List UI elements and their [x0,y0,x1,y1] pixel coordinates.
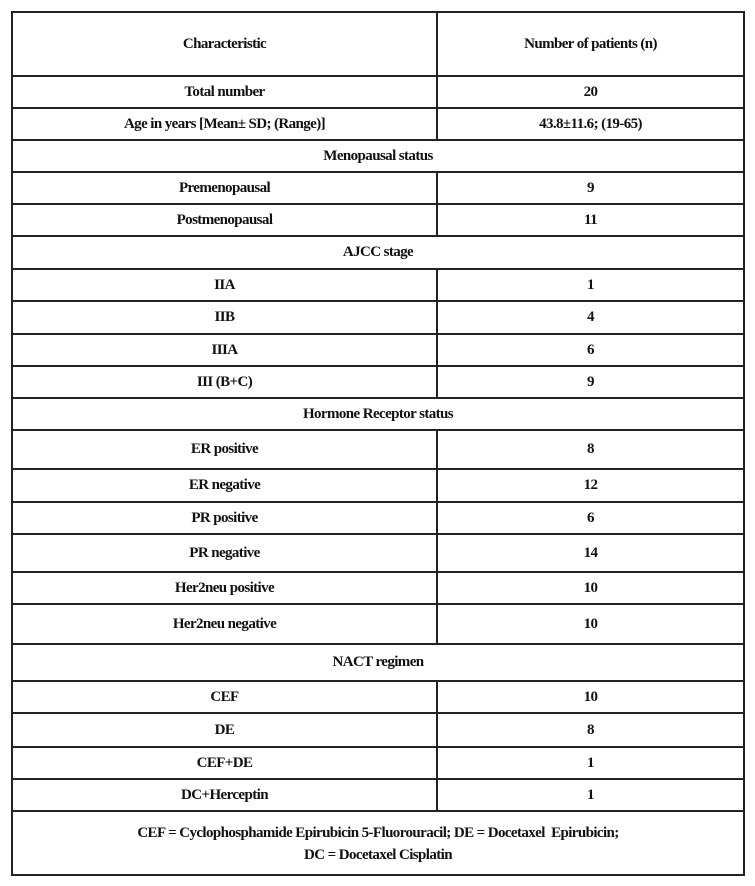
row-value: 14 [437,534,744,572]
table-row [12,604,744,644]
table-row [12,469,744,502]
table-row [12,334,744,366]
section-title-menopausal: Menopausal status [12,140,744,172]
row-label: III (B+C) [12,366,437,398]
table-row [12,269,744,301]
row-label: Her2neu positive [12,572,437,604]
row-label: Postmenopausal [12,204,437,236]
row-label: PR negative [12,534,437,572]
row-label: Age in years [Mean± SD; (Range)] [12,108,437,140]
row-value: 43.8±11.6; (19-65) [437,108,744,140]
table-row [12,204,744,236]
section-header-row [12,140,744,172]
row-value: 10 [437,604,744,644]
row-label: CEF+DE [12,747,437,779]
footnote-row [12,811,744,875]
row-label: CEF [12,681,437,713]
table-row [12,301,744,334]
section-header-row [12,236,744,269]
section-header-row [12,644,744,681]
section-title-hormone-receptor: Hormone Receptor status [12,398,744,430]
row-value: 8 [437,713,744,747]
row-label: Premenopausal [12,172,437,204]
row-value: 8 [437,430,744,469]
patient-characteristics-table [11,11,745,876]
table-row [12,108,744,140]
section-header-row [12,398,744,430]
row-value: 20 [437,76,744,108]
header-characteristic: Characteristic [12,12,437,76]
table-row [12,172,744,204]
section-title-ajcc: AJCC stage [12,236,744,269]
row-label: ER negative [12,469,437,502]
row-value: 10 [437,572,744,604]
table-row [12,713,744,747]
table-row [12,681,744,713]
row-label: PR positive [12,502,437,534]
row-label: IIA [12,269,437,301]
table-row [12,572,744,604]
table-row [12,534,744,572]
table-row [12,430,744,469]
row-value: 12 [437,469,744,502]
row-value: 10 [437,681,744,713]
row-label: DE [12,713,437,747]
row-label: IIIA [12,334,437,366]
row-value: 6 [437,334,744,366]
row-value: 4 [437,301,744,334]
table-header-row [12,12,744,76]
table-row [12,747,744,779]
header-number-of-patients: Number of patients (n) [437,12,744,76]
table-row [12,779,744,811]
row-label: Total number [12,76,437,108]
section-title-nact-regimen: NACT regimen [12,644,744,681]
row-value: 9 [437,366,744,398]
table-row [12,76,744,108]
table-row [12,366,744,398]
row-value: 1 [437,269,744,301]
row-value: 9 [437,172,744,204]
row-value: 1 [437,747,744,779]
row-label: Her2neu negative [12,604,437,644]
row-value: 1 [437,779,744,811]
row-value: 11 [437,204,744,236]
footnote-line-1: CEF = Cyclophosphamide Epirubicin 5-Fluorouracil; DE = Docetaxel Epirubicin; [137,825,619,841]
row-label: DC+Herceptin [12,779,437,811]
footnote-line-2: DC = Docetaxel Cisplatin [304,847,452,863]
footnote [12,811,744,875]
row-label: ER positive [12,430,437,469]
table-row [12,502,744,534]
row-value: 6 [437,502,744,534]
row-label: IIB [12,301,437,334]
